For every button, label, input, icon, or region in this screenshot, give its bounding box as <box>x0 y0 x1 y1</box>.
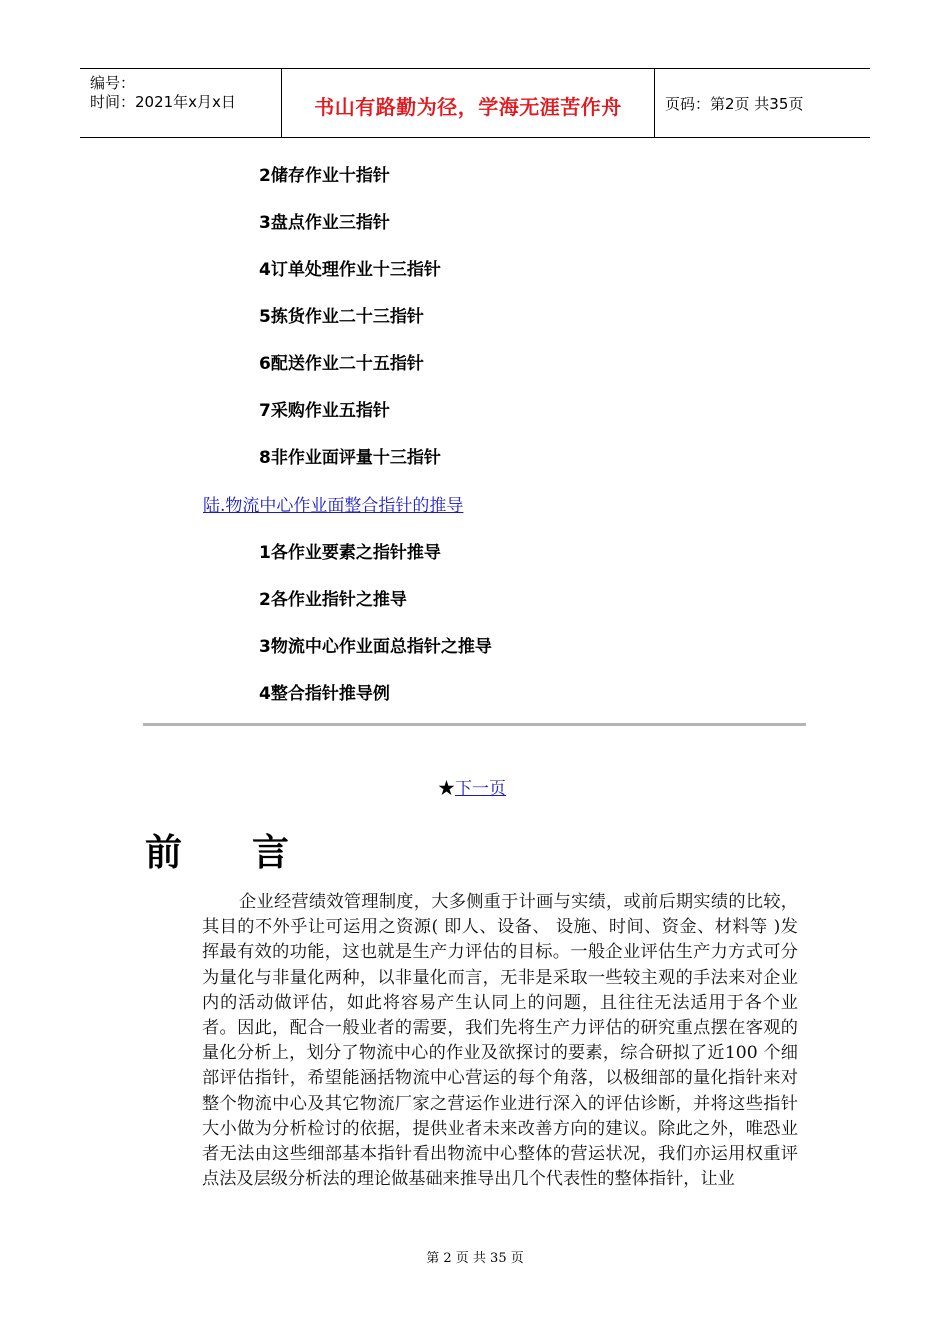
date-label: 时间：2021年x月x日 <box>90 93 236 111</box>
toc-item[interactable]: 1各作业要素之指针推导 <box>259 543 441 563</box>
header-left-cell <box>80 69 282 137</box>
toc-item[interactable]: 6配送作业二十五指针 <box>259 354 424 374</box>
toc-item[interactable]: 2各作业指针之推导 <box>259 590 407 610</box>
number-label: 编号： <box>90 74 136 92</box>
next-page-link[interactable]: 下一页 <box>455 779 506 799</box>
header-right-cell <box>655 69 870 137</box>
preface-paragraph: 企业经营绩效管理制度，大多侧重于计画与实绩，或前后期实绩的比较，其目的不外乎让可运用之资源( 即人、设备、 设施、时间、资金、材料等 )发挥最有效的功能，这也就是生产力评估的目标。一般企业评估生产力方式可分为量化与非量化两种，以非量化而言，无非是采取一些较主观的手法来对企业内的活动做评估，如此将容易产生认同上的问题，且往往无法适用于各个业者。因此，配合一般业者的需要，我们先将生产力评估的研究重点摆在客观的量化分析上，划分了物流中心的作业及欲探讨的要素，综合研拟了近100 个细部评估指针，希望能涵括物流中心营运的每个角落，以极细部的量化指针来对整个物流中心及其它物流厂家之营运作业进行深入的评估诊断，并将这些指针大小做为分析检讨的依据，提供业者未来改善方向的建议。除此之外，唯恐业者无法由这些细部基本指针看出物流中心整体的营运状况，我们亦运用权重评点法及层级分析法的理论做基础来推导出几个代表性的整体指针，让业 <box>202 892 798 1190</box>
toc-item[interactable]: 3盘点作业三指针 <box>259 213 390 233</box>
toc-item[interactable]: 5拣货作业二十三指针 <box>259 307 424 327</box>
toc-item[interactable]: 8非作业面评量十三指针 <box>259 448 441 468</box>
toc-item[interactable]: 7采购作业五指针 <box>259 401 390 421</box>
horizontal-rule <box>143 723 806 726</box>
toc-item[interactable]: 2储存作业十指针 <box>259 166 390 186</box>
motto: 书山有路勤为径，学海无涯苦作舟 <box>314 95 622 119</box>
header-motto-cell <box>282 69 655 137</box>
toc-item[interactable]: 4订单处理作业十三指针 <box>259 260 441 280</box>
header-table <box>80 68 870 138</box>
page-label: 页码：第2页 共35页 <box>665 95 804 113</box>
star-icon: ★ <box>438 779 455 799</box>
page-footer: 第 2 页 共 35 页 <box>426 1251 524 1266</box>
toc-item[interactable]: 3物流中心作业面总指针之推导 <box>259 637 492 657</box>
preface-title <box>145 822 289 876</box>
toc-item[interactable]: 4整合指针推导例 <box>259 684 390 704</box>
preface-title-char-2: 言 <box>252 830 289 874</box>
next-page-nav <box>438 774 506 799</box>
toc-section-link[interactable]: 陆.物流中心作业面整合指针的推导 <box>203 496 464 516</box>
preface-title-char-1: 前 <box>145 830 182 874</box>
